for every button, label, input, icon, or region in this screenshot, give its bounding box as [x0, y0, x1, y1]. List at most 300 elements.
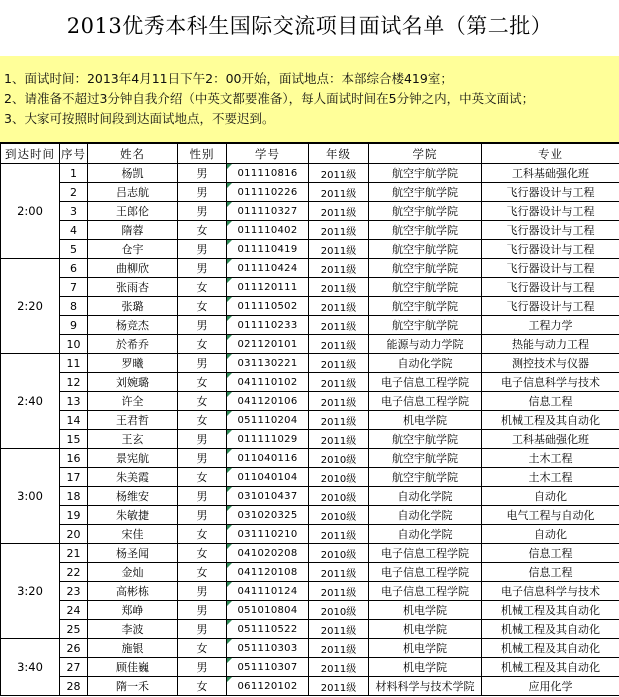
- grade-cell: 2011级: [309, 677, 369, 696]
- gender-cell: 男: [178, 354, 227, 373]
- student-id-cell: [227, 316, 309, 335]
- gender-cell: 女: [178, 373, 227, 392]
- table-row: [1, 677, 619, 696]
- table-row: [1, 278, 619, 297]
- grade-cell: 2011级: [309, 525, 369, 544]
- table-row: [1, 164, 619, 183]
- text-number-marker-icon: [227, 563, 232, 568]
- text-number-marker-icon: [227, 278, 232, 283]
- text-number-marker-icon: [227, 316, 232, 321]
- student-id-cell: [227, 620, 309, 639]
- college-cell: 机电学院: [369, 601, 482, 620]
- student-id-text: 051110303: [237, 642, 298, 654]
- gender-cell: 男: [178, 620, 227, 639]
- grade-cell: 2010级: [309, 544, 369, 563]
- notice-box: [0, 56, 619, 143]
- student-id-cell: [227, 221, 309, 240]
- major-cell: 工程力学: [482, 316, 619, 335]
- student-id-cell: [227, 240, 309, 259]
- student-id-text: 031020325: [237, 509, 298, 521]
- seq-cell: 4: [60, 221, 88, 240]
- header-college: 学院: [369, 144, 482, 164]
- gender-cell: 男: [178, 430, 227, 449]
- college-cell: 航空宇航学院: [369, 468, 482, 487]
- text-number-marker-icon: [227, 506, 232, 511]
- grade-cell: 2011级: [309, 183, 369, 202]
- table-row: [1, 487, 619, 506]
- student-id-cell: [227, 639, 309, 658]
- major-cell: 土木工程: [482, 468, 619, 487]
- seq-cell: 19: [60, 506, 88, 525]
- table-row: [1, 392, 619, 411]
- student-id-cell: [227, 677, 309, 696]
- table-row: [1, 316, 619, 335]
- major-cell: 应用化学: [482, 677, 619, 696]
- college-cell: 航空宇航学院: [369, 183, 482, 202]
- student-id-cell: [227, 259, 309, 278]
- student-id-text: 011110419: [237, 243, 298, 255]
- student-id-cell: [227, 449, 309, 468]
- grade-cell: 2010级: [309, 449, 369, 468]
- seq-cell: 5: [60, 240, 88, 259]
- seq-cell: 16: [60, 449, 88, 468]
- college-cell: 电子信息工程学院: [369, 392, 482, 411]
- seq-cell: 17: [60, 468, 88, 487]
- major-cell: 信息工程: [482, 392, 619, 411]
- table-row: [1, 183, 619, 202]
- major-cell: 机械工程及其自动化: [482, 620, 619, 639]
- college-cell: 电子信息工程学院: [369, 582, 482, 601]
- major-cell: 机械工程及其自动化: [482, 411, 619, 430]
- college-cell: 航空宇航学院: [369, 240, 482, 259]
- name-cell: 曲柳欣: [88, 259, 178, 278]
- seq-cell: 22: [60, 563, 88, 582]
- seq-cell: 27: [60, 658, 88, 677]
- gender-cell: 女: [178, 544, 227, 563]
- table-row: [1, 297, 619, 316]
- gender-cell: 女: [178, 411, 227, 430]
- name-cell: 刘婉璐: [88, 373, 178, 392]
- grade-cell: 2010级: [309, 468, 369, 487]
- header-row: [1, 144, 619, 164]
- arrival-time-cell: 2:40: [1, 354, 60, 449]
- name-cell: 施银: [88, 639, 178, 658]
- gender-cell: 女: [178, 639, 227, 658]
- student-id-cell: [227, 506, 309, 525]
- student-id-text: 041020208: [237, 547, 298, 559]
- seq-cell: 26: [60, 639, 88, 658]
- college-cell: 自动化学院: [369, 506, 482, 525]
- seq-cell: 24: [60, 601, 88, 620]
- text-number-marker-icon: [227, 411, 232, 416]
- name-cell: 隋蓉: [88, 221, 178, 240]
- table-row: [1, 468, 619, 487]
- college-cell: 航空宇航学院: [369, 449, 482, 468]
- seq-cell: 21: [60, 544, 88, 563]
- text-number-marker-icon: [227, 392, 232, 397]
- college-cell: 电子信息工程学院: [369, 544, 482, 563]
- seq-cell: 7: [60, 278, 88, 297]
- major-cell: 飞行器设计与工程: [482, 240, 619, 259]
- name-cell: 隋一禾: [88, 677, 178, 696]
- header-name: 姓名: [88, 144, 178, 164]
- grade-cell: 2011级: [309, 392, 369, 411]
- name-cell: 宋佳: [88, 525, 178, 544]
- text-number-marker-icon: [227, 582, 232, 587]
- student-id-text: 041110102: [237, 376, 298, 388]
- name-cell: 朱美霞: [88, 468, 178, 487]
- name-cell: 杨凯: [88, 164, 178, 183]
- student-id-text: 011111029: [237, 433, 298, 445]
- college-cell: 航空宇航学院: [369, 259, 482, 278]
- name-cell: 吕志航: [88, 183, 178, 202]
- text-number-marker-icon: [227, 202, 232, 207]
- seq-cell: 23: [60, 582, 88, 601]
- grade-cell: 2011级: [309, 563, 369, 582]
- student-id-text: 031130221: [237, 357, 298, 369]
- seq-cell: 14: [60, 411, 88, 430]
- table-row: [1, 240, 619, 259]
- text-number-marker-icon: [227, 297, 232, 302]
- text-number-marker-icon: [227, 164, 232, 169]
- student-id-cell: [227, 563, 309, 582]
- major-cell: 机械工程及其自动化: [482, 658, 619, 677]
- grade-cell: 2011级: [309, 240, 369, 259]
- student-id-text: 011110327: [237, 205, 298, 217]
- student-id-text: 011110226: [237, 186, 298, 198]
- name-cell: 杨维安: [88, 487, 178, 506]
- student-id-cell: [227, 354, 309, 373]
- table-row: [1, 354, 619, 373]
- student-id-text: 011110402: [237, 224, 298, 236]
- grade-cell: 2011级: [309, 582, 369, 601]
- college-cell: 航空宇航学院: [369, 221, 482, 240]
- grade-cell: 2011级: [309, 620, 369, 639]
- arrival-time-cell: 3:20: [1, 544, 60, 639]
- table-body: [1, 164, 619, 696]
- name-cell: 杨竞杰: [88, 316, 178, 335]
- gender-cell: 男: [178, 506, 227, 525]
- grade-cell: 2011级: [309, 259, 369, 278]
- seq-cell: 13: [60, 392, 88, 411]
- grade-cell: 2011级: [309, 430, 369, 449]
- table-row: [1, 601, 619, 620]
- grade-cell: 2011级: [309, 316, 369, 335]
- text-number-marker-icon: [227, 620, 232, 625]
- name-cell: 张雨杏: [88, 278, 178, 297]
- name-cell: 高彬栋: [88, 582, 178, 601]
- table-row: [1, 335, 619, 354]
- grade-cell: 2011级: [309, 639, 369, 658]
- name-cell: 金灿: [88, 563, 178, 582]
- name-cell: 郑峥: [88, 601, 178, 620]
- gender-cell: 男: [178, 183, 227, 202]
- college-cell: 电子信息工程学院: [369, 373, 482, 392]
- major-cell: 飞行器设计与工程: [482, 183, 619, 202]
- student-id-cell: [227, 164, 309, 183]
- header-arrival-time: 到达时间: [1, 144, 60, 164]
- text-number-marker-icon: [227, 430, 232, 435]
- grade-cell: 2011级: [309, 658, 369, 677]
- student-id-text: 011120111: [237, 281, 298, 293]
- grade-cell: 2011级: [309, 202, 369, 221]
- gender-cell: 男: [178, 449, 227, 468]
- student-id-text: 011110424: [237, 262, 298, 274]
- major-cell: 工科基础强化班: [482, 164, 619, 183]
- seq-cell: 8: [60, 297, 88, 316]
- seq-cell: 28: [60, 677, 88, 696]
- text-number-marker-icon: [227, 601, 232, 606]
- interview-table: [0, 143, 619, 696]
- college-cell: 自动化学院: [369, 525, 482, 544]
- major-cell: 信息工程: [482, 544, 619, 563]
- name-cell: 杨圣闻: [88, 544, 178, 563]
- major-cell: 飞行器设计与工程: [482, 297, 619, 316]
- notice-line: 1、面试时间：2013年4月11日下午2：00开始，面试地点：本部综合楼419室；: [4, 71, 453, 86]
- text-number-marker-icon: [227, 259, 232, 264]
- header-grade: 年级: [309, 144, 369, 164]
- student-id-cell: [227, 601, 309, 620]
- student-id-cell: [227, 278, 309, 297]
- arrival-time-cell: 3:00: [1, 449, 60, 544]
- seq-cell: 18: [60, 487, 88, 506]
- seq-cell: 11: [60, 354, 88, 373]
- student-id-text: 041120106: [237, 395, 298, 407]
- gender-cell: 男: [178, 202, 227, 221]
- name-cell: 王玄: [88, 430, 178, 449]
- gender-cell: 男: [178, 259, 227, 278]
- student-id-text: 051010804: [237, 604, 298, 616]
- student-id-text: 051110522: [237, 623, 298, 635]
- table-row: [1, 449, 619, 468]
- header-gender: 性别: [178, 144, 227, 164]
- student-id-text: 021120101: [237, 338, 298, 350]
- student-id-cell: [227, 335, 309, 354]
- major-cell: 机械工程及其自动化: [482, 639, 619, 658]
- grade-cell: 2011级: [309, 278, 369, 297]
- gender-cell: 男: [178, 582, 227, 601]
- table-row: [1, 658, 619, 677]
- table-row: [1, 620, 619, 639]
- grade-cell: 2011级: [309, 411, 369, 430]
- text-number-marker-icon: [227, 544, 232, 549]
- grade-cell: 2010级: [309, 601, 369, 620]
- table-row: [1, 525, 619, 544]
- student-id-text: 011040116: [237, 452, 298, 464]
- student-id-cell: [227, 183, 309, 202]
- college-cell: 自动化学院: [369, 487, 482, 506]
- seq-cell: 6: [60, 259, 88, 278]
- student-id-text: 041110124: [237, 585, 298, 597]
- student-id-text: 031010437: [237, 490, 298, 502]
- table-row: [1, 506, 619, 525]
- seq-cell: 12: [60, 373, 88, 392]
- arrival-time-cell: 3:40: [1, 639, 60, 696]
- gender-cell: 男: [178, 487, 227, 506]
- arrival-time-cell: 2:20: [1, 259, 60, 354]
- table-row: [1, 430, 619, 449]
- grade-cell: 2011级: [309, 373, 369, 392]
- seq-cell: 25: [60, 620, 88, 639]
- page-title: 2013优秀本科生国际交流项目面试名单（第二批）: [0, 0, 619, 56]
- gender-cell: 女: [178, 677, 227, 696]
- table-row: [1, 544, 619, 563]
- college-cell: 航空宇航学院: [369, 316, 482, 335]
- gender-cell: 男: [178, 316, 227, 335]
- table-row: [1, 202, 619, 221]
- gender-cell: 女: [178, 297, 227, 316]
- name-cell: 顾佳巍: [88, 658, 178, 677]
- major-cell: 飞行器设计与工程: [482, 202, 619, 221]
- table-row: [1, 259, 619, 278]
- seq-cell: 10: [60, 335, 88, 354]
- table-row: [1, 373, 619, 392]
- grade-cell: 2011级: [309, 335, 369, 354]
- notice-line: 3、大家可按照时间段到达面试地点，不要迟到。: [4, 111, 275, 126]
- student-id-cell: [227, 202, 309, 221]
- student-id-cell: [227, 525, 309, 544]
- text-number-marker-icon: [227, 525, 232, 530]
- college-cell: 机电学院: [369, 639, 482, 658]
- grade-cell: 2010级: [309, 506, 369, 525]
- college-cell: 机电学院: [369, 620, 482, 639]
- student-id-cell: [227, 430, 309, 449]
- header-student-id: 学号: [227, 144, 309, 164]
- table-row: [1, 639, 619, 658]
- college-cell: 电子信息工程学院: [369, 563, 482, 582]
- student-id-text: 011110502: [237, 300, 298, 312]
- college-cell: 航空宇航学院: [369, 297, 482, 316]
- name-cell: 张璐: [88, 297, 178, 316]
- grade-cell: 2011级: [309, 221, 369, 240]
- name-cell: 王郎伦: [88, 202, 178, 221]
- text-number-marker-icon: [227, 240, 232, 245]
- student-id-cell: [227, 487, 309, 506]
- major-cell: 机械工程及其自动化: [482, 601, 619, 620]
- gender-cell: 男: [178, 658, 227, 677]
- table-row: [1, 221, 619, 240]
- gender-cell: 女: [178, 221, 227, 240]
- grade-cell: 2011级: [309, 297, 369, 316]
- text-number-marker-icon: [227, 449, 232, 454]
- text-number-marker-icon: [227, 468, 232, 473]
- seq-cell: 2: [60, 183, 88, 202]
- arrival-time-cell: 2:00: [1, 164, 60, 259]
- grade-cell: 2010级: [309, 487, 369, 506]
- gender-cell: 女: [178, 563, 227, 582]
- major-cell: 电气工程与自动化: [482, 506, 619, 525]
- text-number-marker-icon: [227, 373, 232, 378]
- header-seq: 序号: [60, 144, 88, 164]
- college-cell: 机电学院: [369, 411, 482, 430]
- text-number-marker-icon: [227, 639, 232, 644]
- text-number-marker-icon: [227, 487, 232, 492]
- gender-cell: 女: [178, 278, 227, 297]
- major-cell: 自动化: [482, 487, 619, 506]
- text-number-marker-icon: [227, 658, 232, 663]
- name-cell: 许全: [88, 392, 178, 411]
- seq-cell: 20: [60, 525, 88, 544]
- name-cell: 王君哲: [88, 411, 178, 430]
- text-number-marker-icon: [227, 335, 232, 340]
- name-cell: 朱敏捷: [88, 506, 178, 525]
- student-id-cell: [227, 297, 309, 316]
- student-id-text: 061120102: [237, 680, 298, 692]
- student-id-text: 011110233: [237, 319, 298, 331]
- text-number-marker-icon: [227, 677, 232, 682]
- name-cell: 景宪航: [88, 449, 178, 468]
- college-cell: 航空宇航学院: [369, 430, 482, 449]
- major-cell: 信息工程: [482, 563, 619, 582]
- student-id-text: 011040104: [237, 471, 298, 483]
- major-cell: 飞行器设计与工程: [482, 259, 619, 278]
- major-cell: 自动化: [482, 525, 619, 544]
- student-id-text: 011110816: [237, 167, 298, 179]
- grade-cell: 2011级: [309, 354, 369, 373]
- gender-cell: 女: [178, 525, 227, 544]
- gender-cell: 男: [178, 164, 227, 183]
- major-cell: 热能与动力工程: [482, 335, 619, 354]
- text-number-marker-icon: [227, 354, 232, 359]
- gender-cell: 男: [178, 240, 227, 259]
- header-major: 专业: [482, 144, 619, 164]
- seq-cell: 1: [60, 164, 88, 183]
- student-id-cell: [227, 392, 309, 411]
- name-cell: 罗曦: [88, 354, 178, 373]
- name-cell: 李波: [88, 620, 178, 639]
- gender-cell: 女: [178, 392, 227, 411]
- gender-cell: 女: [178, 468, 227, 487]
- notice-line: 2、请准备不超过3分钟自我介绍（中英文都要准备），每人面试时间在5分钟之内，中英文面试；: [4, 91, 535, 106]
- college-cell: 材料科学与技术学院: [369, 677, 482, 696]
- student-id-cell: [227, 411, 309, 430]
- major-cell: 电子信息科学与技术: [482, 373, 619, 392]
- major-cell: 工科基础强化班: [482, 430, 619, 449]
- college-cell: 机电学院: [369, 658, 482, 677]
- name-cell: 仓宇: [88, 240, 178, 259]
- college-cell: 航空宇航学院: [369, 278, 482, 297]
- seq-cell: 9: [60, 316, 88, 335]
- table-row: [1, 411, 619, 430]
- student-id-text: 051110204: [237, 414, 298, 426]
- seq-cell: 15: [60, 430, 88, 449]
- grade-cell: 2011级: [309, 164, 369, 183]
- gender-cell: 女: [178, 335, 227, 354]
- major-cell: 土木工程: [482, 449, 619, 468]
- major-cell: 飞行器设计与工程: [482, 221, 619, 240]
- table-row: [1, 582, 619, 601]
- student-id-cell: [227, 544, 309, 563]
- student-id-text: 041120108: [237, 566, 298, 578]
- name-cell: 於希乔: [88, 335, 178, 354]
- seq-cell: 3: [60, 202, 88, 221]
- text-number-marker-icon: [227, 183, 232, 188]
- student-id-cell: [227, 582, 309, 601]
- gender-cell: 男: [178, 601, 227, 620]
- college-cell: 航空宇航学院: [369, 202, 482, 221]
- student-id-cell: [227, 373, 309, 392]
- college-cell: 自动化学院: [369, 354, 482, 373]
- student-id-cell: [227, 658, 309, 677]
- major-cell: 测控技术与仪器: [482, 354, 619, 373]
- table-row: [1, 563, 619, 582]
- college-cell: 能源与动力学院: [369, 335, 482, 354]
- student-id-text: 031110210: [237, 528, 298, 540]
- college-cell: 航空宇航学院: [369, 164, 482, 183]
- text-number-marker-icon: [227, 221, 232, 226]
- student-id-cell: [227, 468, 309, 487]
- major-cell: 电子信息科学与技术: [482, 582, 619, 601]
